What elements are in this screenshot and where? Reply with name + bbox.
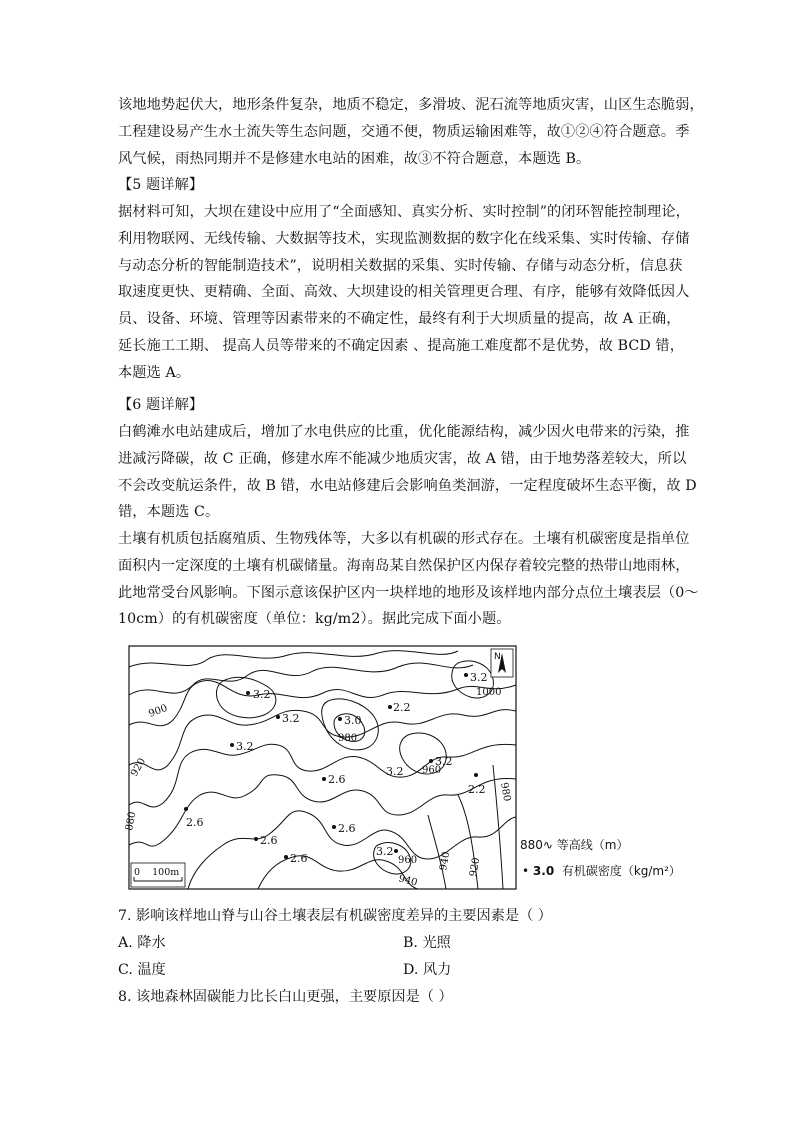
question-8-stem: 8. 该地森林固碳能力比长白山更强，主要原因是（ ） <box>118 989 453 1005</box>
sample-point-marker <box>338 717 342 721</box>
contour-label: 900 <box>147 702 169 720</box>
contour-label: 1000 <box>476 687 502 698</box>
scale-bar <box>131 863 185 887</box>
sample-point-marker <box>184 807 188 811</box>
analysis-paragraph-4 <box>118 92 704 172</box>
scale-label: 0 100m <box>134 867 180 878</box>
contour-label: 960 <box>398 855 418 866</box>
sample-point-marker <box>276 715 280 719</box>
legend-point-text: 有机碳密度（kg/m²） <box>561 864 681 878</box>
text-line: 进减污降碳，故 C 正确，修建水库不能减少地质灾害，故 A 错，由于地势落差较大，所以 <box>118 450 687 467</box>
contour-label: 920 <box>129 756 149 779</box>
text-line: 与动态分析的智能制造技术”，说明相关数据的采集、实时传输、存储与动态分析，信息获 <box>118 257 683 274</box>
point-label: 2.6 <box>328 773 346 786</box>
text-line: 此地常受台风影响。下图示意该保护区内一块样地的地形及该样地内部分点位土壤表层（0～ <box>118 584 699 601</box>
north-label: N <box>494 652 501 662</box>
point-label: 3.2 <box>282 712 300 725</box>
north-arrow <box>491 649 513 677</box>
question-7-option-b: B. 光照 <box>403 935 451 951</box>
text-line: 利用物联网、无线传输、大数据等技术，实现监测数据的数字化在线采集、实时传输、存储 <box>118 230 690 247</box>
sample-point-marker <box>388 705 392 709</box>
sample-point-marker <box>246 691 250 695</box>
legend-contour <box>520 836 628 853</box>
text-line: 工程建设易产生水土流失等生态问题，交通不便，物质运输困难等，故①②④符合题意。季 <box>118 123 690 140</box>
sample-point-marker <box>394 849 398 853</box>
contour-label: 980 <box>498 781 513 803</box>
section-heading-5 <box>118 172 688 199</box>
sample-point-marker <box>429 759 433 763</box>
legend-point-value: 3.0 <box>532 864 555 878</box>
sample-point-marker <box>254 837 258 841</box>
legend-contour-value: 880 <box>520 838 543 852</box>
point-label: 2.6 <box>260 834 278 847</box>
material-paragraph <box>118 526 699 633</box>
text-line: 土壤有机质包括腐殖质、生物残体等，大多以有机碳的形式存在。土壤有机碳密度是指单位 <box>118 531 690 547</box>
text-line: 白鹤滩水电站建成后，增加了水电供应的比重，优化能源结构，减少因火电带来的污染，推 <box>118 424 690 440</box>
point-label: 3.2 <box>253 688 271 701</box>
text-line: 取速度更快、更精确、全面、高效、大坝建设的相关管理更合理、有序，能够有效降低因人 <box>118 284 690 301</box>
text-line: 本题选 A。 <box>118 364 191 381</box>
contour-label: 980 <box>338 733 358 744</box>
point-label: 2.6 <box>338 822 356 835</box>
legend-point <box>522 862 681 879</box>
section-heading-6 <box>118 392 688 419</box>
contour-label: 940 <box>397 873 419 889</box>
sample-point-marker <box>474 773 478 777</box>
heading-text: 【6 题详解】 <box>118 397 204 413</box>
point-label: 3.2 <box>470 671 488 684</box>
point-label: 2.6 <box>290 852 308 865</box>
question-7-option-a: A. 降水 <box>118 935 166 951</box>
point-label: 2.2 <box>468 783 486 796</box>
text-line: 员、设备、环境、管理等因素带来的不确定性，最终有利于大坝质量的提高，故 A 正确， <box>118 311 681 328</box>
text-line: 据材料可知，大坝在建设中应用了“全面感知、真实分析、实时控制”的闭环智能控制理论， <box>118 204 690 220</box>
contour-label: 880 <box>124 810 139 832</box>
text-line: 面积内一定深度的土壤有机碳储量。海南岛某自然保护区内保存着较完整的热带山地雨林， <box>118 557 690 574</box>
contour-map <box>124 645 517 890</box>
text-line: 该地地势起伏大，地形条件复杂，地质不稳定，多滑坡、泥石流等地质灾害，山区生态脆弱， <box>118 97 704 113</box>
sample-point-marker <box>230 743 234 747</box>
sample-point-marker <box>332 825 336 829</box>
contour-label: 940 <box>438 850 453 872</box>
contour-label: 920 <box>468 856 483 878</box>
analysis-paragraph-6 <box>118 419 697 526</box>
map-frame <box>129 646 516 889</box>
point-label: 3.2 <box>435 755 453 768</box>
point-label: 2.2 <box>393 701 411 714</box>
question-7-option-c: C. 温度 <box>118 962 166 978</box>
legend-contour-text: 等高线（m） <box>556 838 629 852</box>
legend-point-dot-icon: • <box>522 864 533 878</box>
analysis-paragraph-5 <box>118 199 688 387</box>
text-line: 风气候，雨热同期并不是修建水电站的困难，故③不符合题意，本题选 B。 <box>118 150 591 167</box>
legend-contour-line-icon: ∿ <box>542 838 557 852</box>
point-label: 3.2 <box>386 765 404 778</box>
text-line: 不会改变航运条件，故 B 错，水电站修建后会影响鱼类洄游，一定程度破坏生态平衡，故 D <box>118 477 697 494</box>
question-7-option-d: D. 风力 <box>403 962 452 978</box>
sample-point-marker <box>322 777 326 781</box>
text-line: 10cm）的有机碳密度（单位：kg/m2）。据此完成下面小题。 <box>118 611 511 628</box>
point-label: 3.2 <box>376 845 394 858</box>
question-7-stem: 7. 影响该样地山脊与山谷土壤表层有机碳密度差异的主要因素是（ ） <box>118 908 552 924</box>
text-line: 延长施工工期、 提高人员等带来的不确定因素 、提高施工难度都不是优势，故 BCD 错， <box>118 337 685 354</box>
point-label: 3.2 <box>236 740 254 753</box>
point-label: 3.0 <box>344 714 362 727</box>
sample-point-marker <box>284 855 288 859</box>
point-label: 2.6 <box>186 816 204 829</box>
sample-point-marker <box>464 673 468 677</box>
contour-label: 960 <box>422 765 442 776</box>
heading-text: 【5 题详解】 <box>118 177 204 193</box>
text-line: 错，本题选 C。 <box>118 504 220 521</box>
